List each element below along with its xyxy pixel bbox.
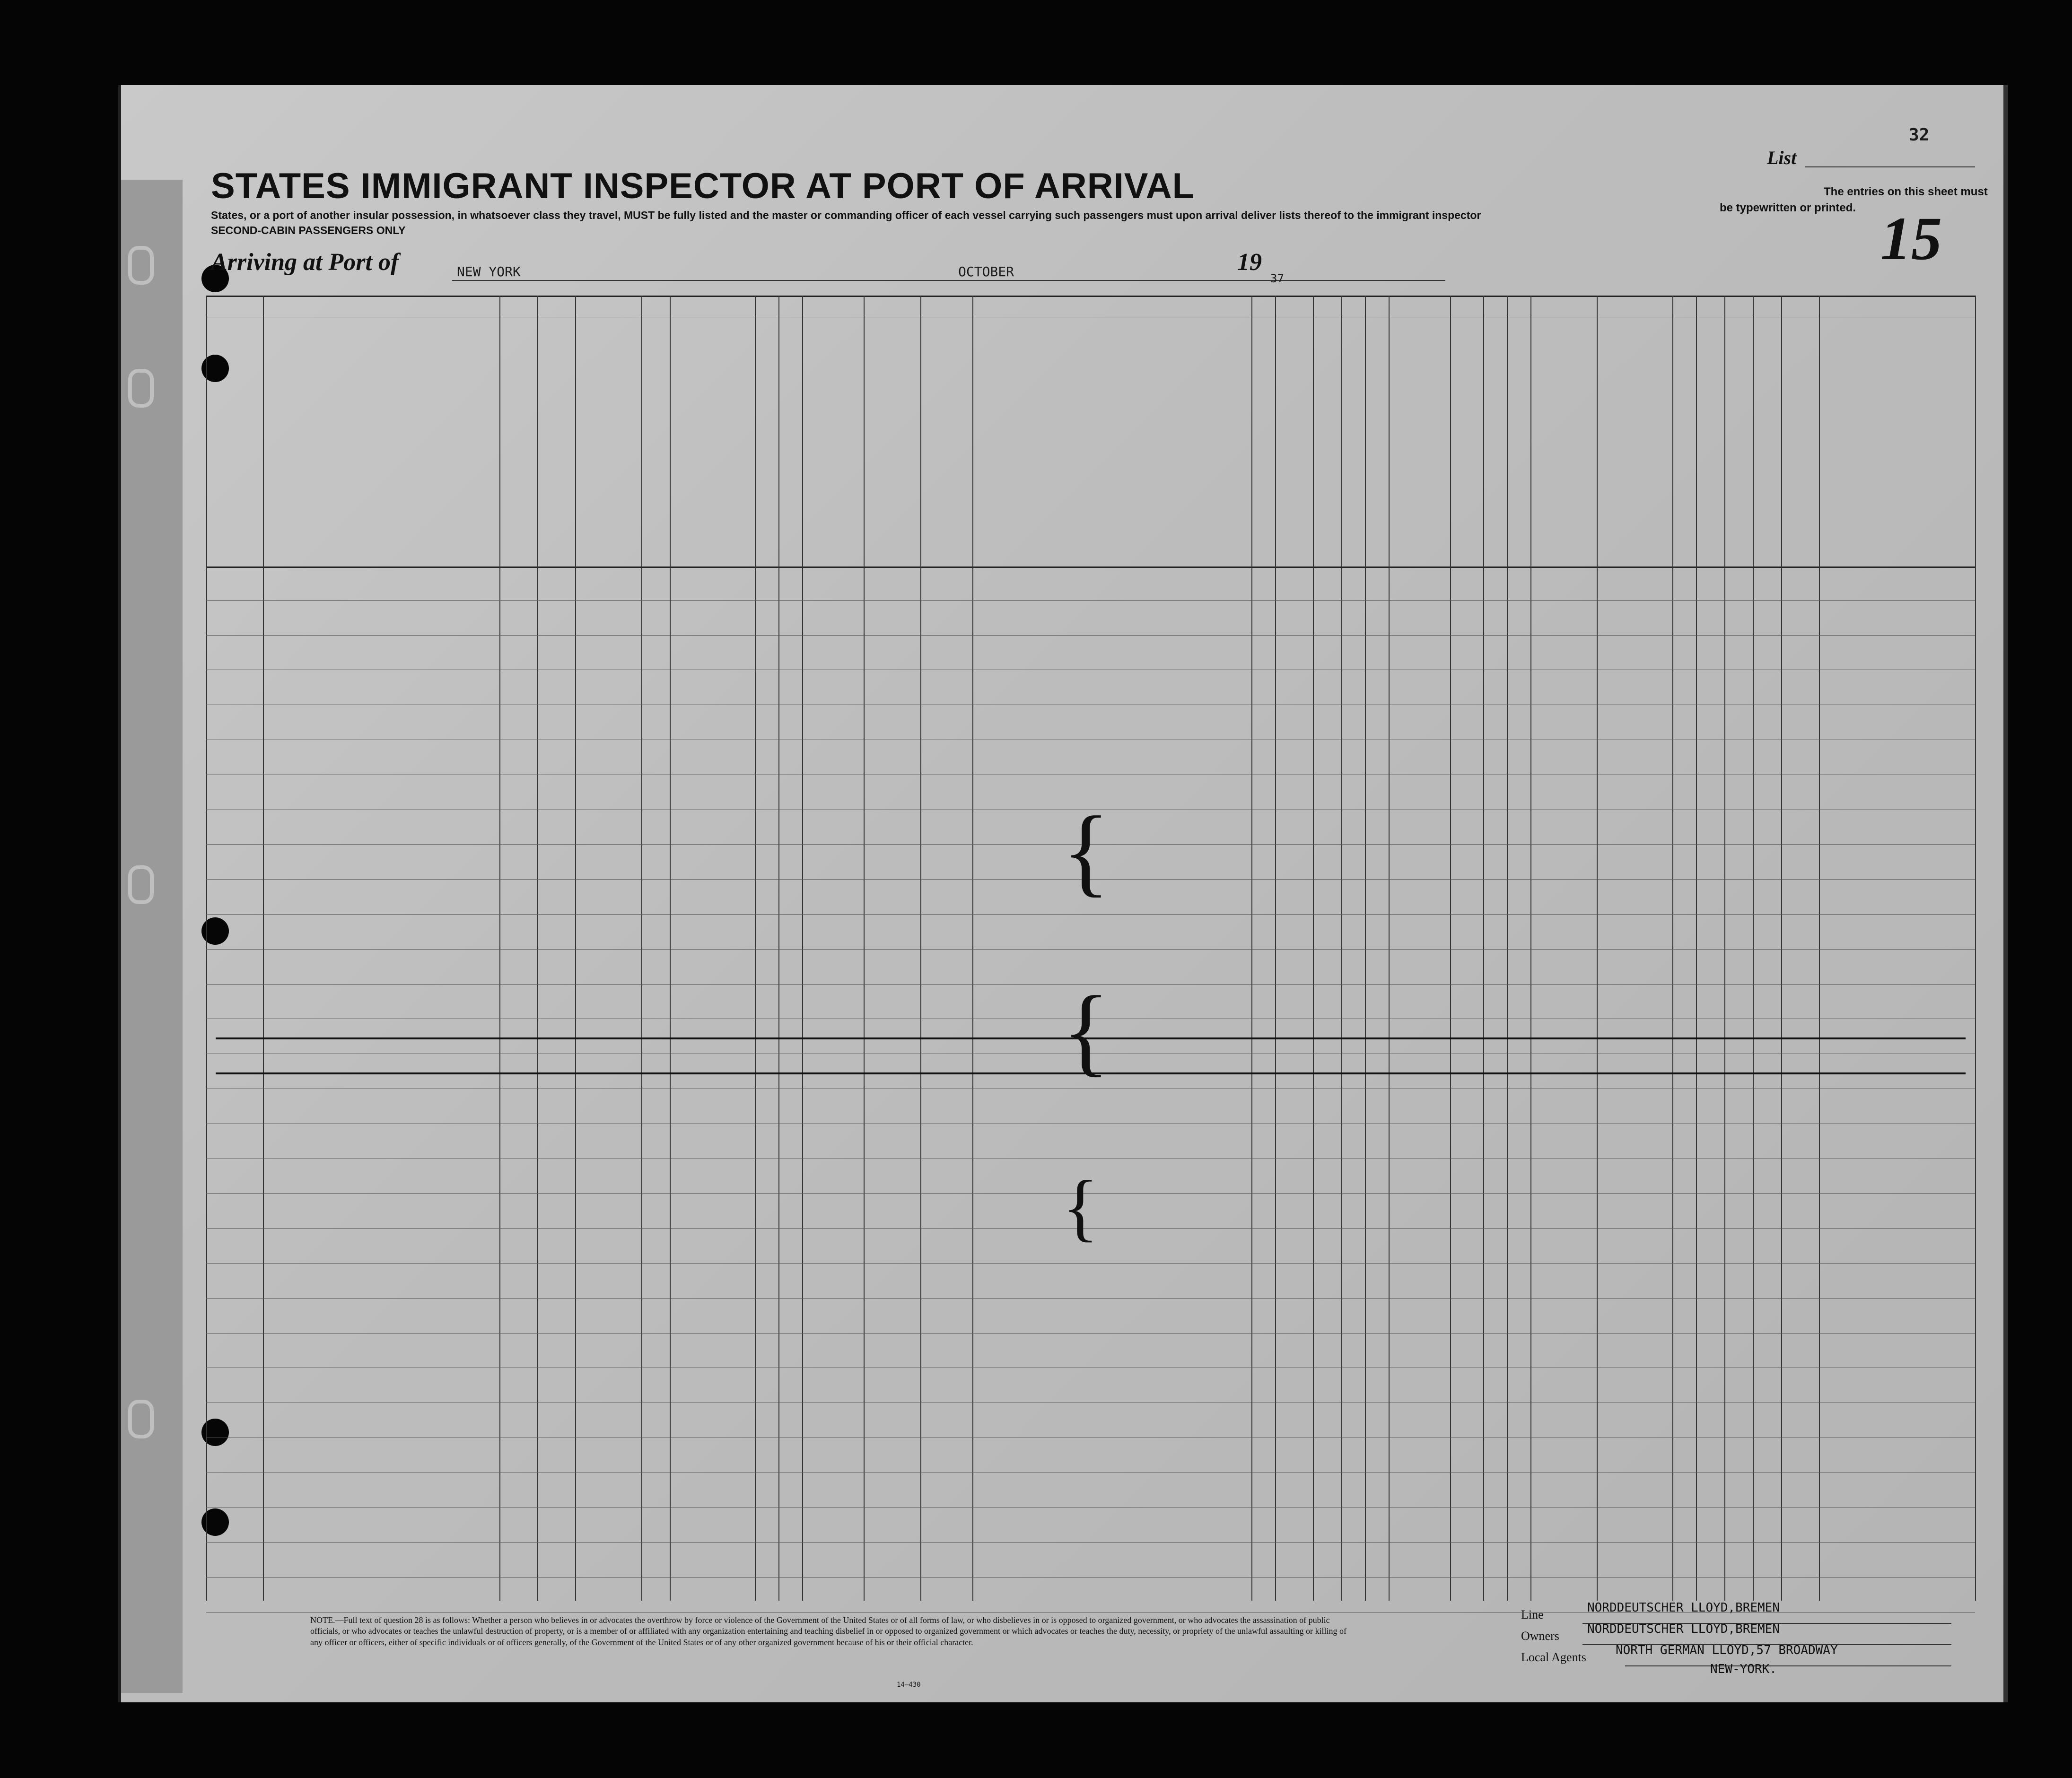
column-header-band (206, 296, 1975, 568)
adjacent-page-edge (121, 180, 183, 1693)
agents-value: NEW-YORK. (1710, 1662, 1777, 1676)
binder-ring (128, 865, 154, 904)
column-rule (263, 296, 264, 1601)
typewritten-note: be typewritten or printed. (1720, 201, 1856, 214)
column-header-possession (756, 426, 778, 549)
year-prefix: 19 (1237, 249, 1262, 276)
row-rule (206, 1333, 1975, 1334)
handwritten-bracket: { (1062, 796, 1110, 906)
manifest-sheet (118, 85, 2008, 1702)
row-rule (206, 1542, 1975, 1543)
column-header-polygamist (1366, 426, 1389, 539)
column-header-ticket (644, 426, 667, 549)
column-rule (499, 296, 500, 1601)
punch-hole (201, 1508, 229, 1536)
column-rule (1597, 296, 1598, 1601)
handwritten-bracket: { (1062, 976, 1110, 1086)
list-label: List (1767, 147, 1797, 168)
year-suffix: 37 (1270, 272, 1284, 285)
form-title: STATES IMMIGRANT INSPECTOR AT PORT OF ARRIVAL (211, 166, 1195, 206)
port-value: NEW YORK (457, 264, 521, 279)
column-rule (1275, 296, 1276, 1601)
form-code: 14—430 (897, 1681, 921, 1689)
punch-hole (201, 1419, 229, 1446)
column-rule (537, 296, 538, 1601)
column-rule (641, 296, 642, 1601)
column-rule (1781, 296, 1782, 1601)
row-rule (206, 1263, 1975, 1264)
handwritten-bracket: { (1062, 1165, 1099, 1249)
row-rule (206, 949, 1975, 950)
row-rule (206, 914, 1975, 915)
footer-note: NOTE.—Full text of question 28 is as follows: Whether a person who believes in or advocates the overthrow by force or violence of the Government of the United States or of all forms of law, or who disbelieves in or is opposed to organized government, or who advocates the assassination of public officials, or who advocates or teaches the unlawful destruction of property, or is a member of or affiliated with any organization entertaining and teaching disbelief in or opposed to organized government or which advocates or teaches the duty, necessity, or propriety of the unlawful assaulting or killing of any officer or officers, either of specific individuals or of officers generally, of the Government of the United States or of any other organized government because of his or their official character. (310, 1615, 1347, 1647)
owners-value: NORDDEUTSCHER LLOYD,BREMEN (1587, 1622, 1780, 1636)
line-label: Line (1521, 1608, 1544, 1621)
passenger-class: SECOND-CABIN PASSENGERS ONLY (211, 224, 406, 236)
binder-ring (128, 1400, 154, 1438)
column-rule (1450, 296, 1451, 1601)
column-rule (1753, 296, 1754, 1601)
agents-underline (1625, 1665, 1951, 1666)
column-rule (1696, 296, 1697, 1601)
agents-value: NORTH GERMAN LLOYD,57 BROADWAY (1616, 1643, 1838, 1657)
arriving-underline (452, 280, 1445, 281)
column-rule (206, 296, 207, 1601)
column-rule (1341, 296, 1342, 1601)
column-rule (972, 296, 973, 1601)
column-rule (1530, 296, 1531, 1601)
column-rule (1483, 296, 1484, 1601)
column-rule (1313, 296, 1314, 1601)
column-rule (670, 296, 671, 1601)
row-rule (206, 1298, 1975, 1299)
form-instruction: States, or a port of another insular possession, in whatsoever class they travel, MUST be fully listed and the master or commanding officer of each vessel carrying such passengers must upon arrival deliver lists thereof to the immigrant inspector (211, 209, 1481, 221)
row-rule (206, 635, 1975, 636)
arriving-label: Arriving at Port of (211, 249, 399, 276)
column-rule (575, 296, 576, 1601)
column-rule (1724, 296, 1725, 1601)
list-underline (1805, 166, 1975, 167)
line-value: NORDDEUTSCHER LLOYD,BREMEN (1587, 1601, 1780, 1615)
binder-ring (128, 369, 154, 408)
month-value: OCTOBER (958, 264, 1014, 279)
sheet-number-handwritten: 15 (1880, 205, 1942, 273)
owners-label: Owners (1521, 1629, 1559, 1643)
row-rule (206, 600, 1975, 601)
row-rule (206, 1577, 1975, 1578)
column-rule (864, 296, 865, 1601)
column-rule (920, 296, 921, 1601)
column-rule (1507, 296, 1508, 1601)
column-rule (1975, 296, 1976, 1601)
agents-label: Local Agents (1521, 1650, 1586, 1664)
column-rule (1819, 296, 1820, 1601)
column-rule (1672, 296, 1673, 1601)
column-rule (778, 296, 779, 1601)
column-rule (802, 296, 803, 1601)
column-rule (1251, 296, 1252, 1601)
binder-ring (128, 246, 154, 285)
list-number: 32 (1909, 125, 1930, 145)
column-header-anarchist (1408, 426, 1430, 539)
punch-hole (201, 917, 229, 945)
typewritten-note: The entries on this sheet must (1824, 185, 1988, 198)
column-rule (1389, 296, 1390, 1601)
